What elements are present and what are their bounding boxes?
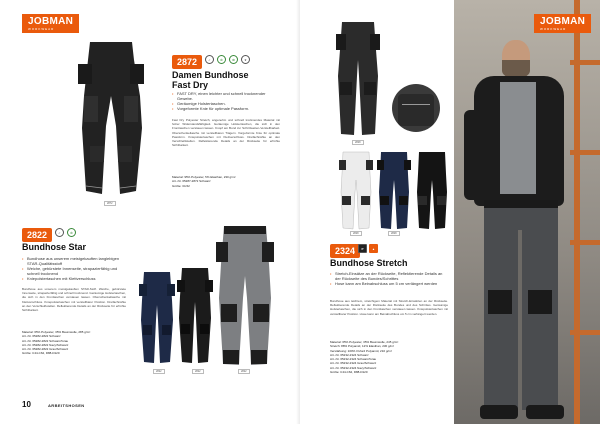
feature-list <box>172 91 282 111</box>
feature-item: • Stretch-Einsätze an der Rückseite, Reflektierende Details an der Rückseite des Bundes/Schrittes <box>330 271 448 281</box>
product-image-white <box>338 150 374 230</box>
article-label: 2828 <box>388 231 400 236</box>
product-number-badge: 2822 <box>22 228 52 242</box>
section-label: ARBEITSHOSEN <box>48 403 85 408</box>
model-photo <box>454 0 600 424</box>
product-image-2822-navy <box>138 270 176 366</box>
detail-closeup <box>392 84 440 132</box>
feature-item: • Kniepolstertaschen mit Klettverschluss <box>22 276 126 281</box>
product-image-2872 <box>76 36 146 201</box>
product-specs: Material: 65% Polyester, 35% Baumwolle, 245 g/m² Stretch: 88% Polyamid, 12% Elasthan, 230 g/m² Verstärkung: 100% Oxford Polyamid, 210 g/m² Art.-Nr. 65232-2324 Schwarz Art.-Nr. 65232-2324 Schwarz/Grau Art.-Nr. 65232-2324 Grau/Schwarz Art.-Nr. 65232-2324 Navy/Schwarz Größe: C44-C62, D88-D120 <box>330 340 399 375</box>
sustainability-icon: ♻ <box>67 228 76 237</box>
certification-icon: ✓ <box>205 55 214 64</box>
product-image-2822-grey <box>214 224 276 368</box>
jobman-logo: JOBMAN WORKWEAR <box>534 14 591 33</box>
partner-icon: P <box>358 244 367 253</box>
product-number-badge: 2872 <box>172 55 202 69</box>
article-label: 2872 <box>104 201 116 206</box>
certification-icon: ✓ <box>55 228 64 237</box>
article-label: 2822 <box>238 369 250 374</box>
product-title: Damen Bundhose Fast Dry <box>172 70 249 90</box>
article-label: 2822 <box>153 369 165 374</box>
oeko-tex-icon: ✿ <box>229 55 238 64</box>
product-image-2822-black <box>176 266 214 366</box>
product-image-front <box>334 20 382 138</box>
feature-list <box>22 256 126 281</box>
article-label: 2828 <box>350 231 362 236</box>
feature-item: • FAST DRY, einen leichter und schnell trocknender Gewebe. <box>172 91 282 101</box>
product-image-black <box>414 150 450 230</box>
feature-item: • Bundhose aus unserem meistgekauften langlebigen STAR-Qualitätsstoff <box>22 256 126 266</box>
product-description: Fast Dry Polyester Stretch, angenehm und schnell trocknendes Material mit hoher Widerstandsfähigkeit. Geräumige Holstertaschen, die sich in den Fronttaschen verstauen lassen. Knopf am Bund zur Schrittweiten-Verstellbarkeit. Oberschenkeltasche mit verstellbaren Trägern. Vorgeformte Knie für optimale Passform. Kniepolstertaschen mit Klettverschluss. Dreifachnähte an den Verschleißstellen. Reflektierende Details an der Rückseite für erhöhte Sichtbarkeit. <box>172 118 280 148</box>
product-title: Bundhose Stretch <box>330 258 408 268</box>
feature-list <box>330 271 448 286</box>
feature-item: • Vorgeformte Knie für optimale Passform. <box>172 106 282 111</box>
article-label: 2822 <box>192 369 204 374</box>
article-label: 2828 <box>352 140 364 145</box>
product-image-navy <box>376 150 412 230</box>
product-specs: Material: 95% Polyester, 5% Elasthan, 230 g/m² Art.-Nr. 65287-2872 Schwarz Größe: 34-52 <box>172 175 236 188</box>
quality-icon: ★ <box>241 55 250 64</box>
page-number: 10 <box>22 400 31 409</box>
product-specs: Material: 65% Polyester, 35% Baumwolle, 285 g/m² Art.-Nr. 65282-2822 Schwarz Art.-Nr. 65282-2822 Schwarz/Grau Art.-Nr. 65282-2822 Navy/Schwarz Art.-Nr. 65282-2822 Grau/Schwarz Größe: C44-C62, D88-D120 <box>22 330 91 356</box>
reflex-icon: ▲ <box>369 244 378 253</box>
product-description: Bundhose aus unserem meistgekauften STAR-Stoff. Weiche, gebürstete Innenseite, strapazierfähig und schnell trocknend. Geräumige Holstertaschen, die sich in den Fronttaschen verstauen lassen. Oberschenkeltasche mit Klettverschluss. Kniepolstertaschen mit verstellbarer Position. Dreifachnähte an den Verschleißstellen. Reflektierende Details an der Rückseite für erhöhte Sichtbarkeit. <box>22 287 126 313</box>
sustainability-icon: ♻ <box>217 55 226 64</box>
product-number-badge: 2324 <box>330 244 360 258</box>
jobman-logo: JOBMAN WORKWEAR <box>22 14 79 33</box>
feature-item: • Hose kann am Beinabschluss um 5 cm verlängert werden <box>330 281 448 286</box>
feature-item: • Geräumige Holstertaschen. <box>172 101 282 106</box>
product-title: Bundhose Star <box>22 242 87 252</box>
product-description: Bundhose aus leichtem, stretchigem Material mit Stretch-Einsätzen an der Rückseite. Reflektierende Details an der Rückseite des Bundes und des Schrittes. Geräumige Holstertaschen, die sich in den Fronttaschen verstauen lassen. Kniepolstertaschen mit verstellbarer Position. Hose kann am Beinabschluss um 5 cm verlängert werden. <box>330 299 448 316</box>
feature-item: • Weiche, gebürstete Innenseite, strapazierfähig und schnell trocknend <box>22 266 126 276</box>
